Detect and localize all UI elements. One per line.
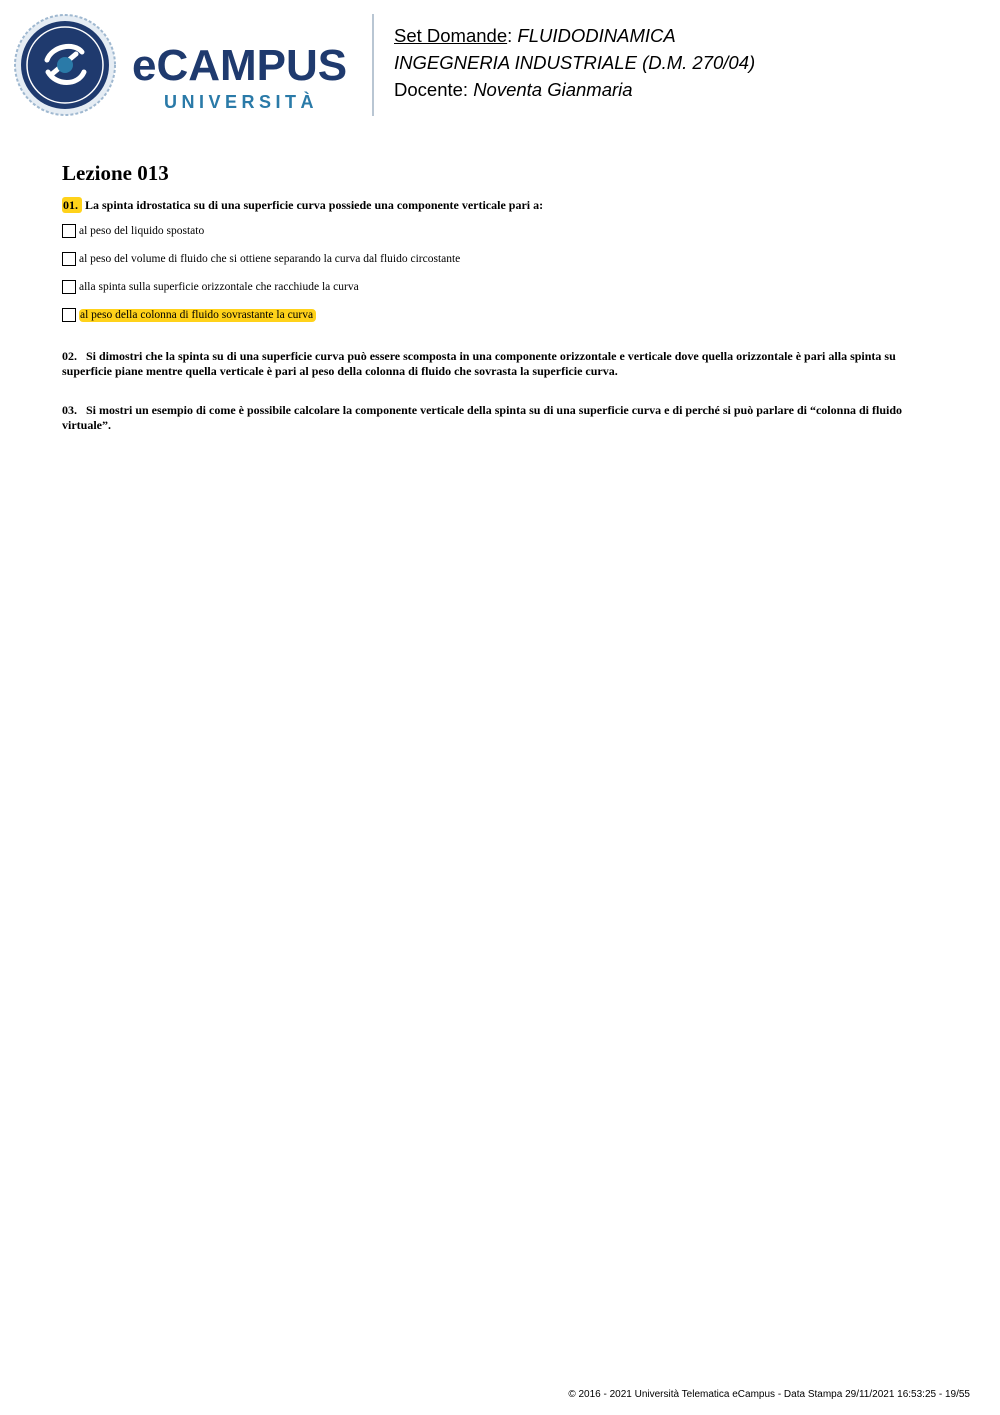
question-1-number: 01. [62, 197, 82, 213]
answer-text: al peso del liquido spostato [79, 225, 205, 237]
header-set-line [394, 22, 755, 49]
question-2-number: 02. [62, 349, 77, 363]
page-footer: © 2016 - 2021 Università Telematica eCampus - Data Stampa 29/11/2021 16:53:25 - 19/55 [568, 1389, 970, 1400]
ecampus-logo [14, 14, 359, 118]
set-label: Set Domande [394, 25, 508, 46]
answer-checkbox[interactable] [62, 252, 76, 266]
course-name: INGEGNERIA INDUSTRIALE (D.M. 270/04) [394, 52, 756, 73]
question-3 [62, 403, 932, 432]
answer-checkbox[interactable] [62, 224, 76, 238]
answer-text: alla spinta sulla superficie orizzontale che racchiude la curva [79, 281, 359, 293]
answer-text: al peso del volume di fluido che si ottiene separando la curva dal fluido circostante [79, 253, 461, 265]
set-separator: : [507, 25, 518, 46]
header-info [394, 22, 755, 103]
answer-option-1[interactable] [62, 224, 204, 238]
header-divider [372, 14, 374, 116]
question-2 [62, 349, 932, 378]
question-3-text: Si mostri un esempio di come è possibile calcolare la componente verticale della spinta su di una superficie curva e di perché si può parlare di “colonna di fluido virtuale”. [62, 403, 903, 432]
teacher-line [394, 76, 755, 103]
logo-brand-text: eCAMPUS [132, 41, 348, 90]
answer-option-4-correct[interactable] [62, 308, 316, 322]
subject-name: FLUIDODINAMICA [517, 25, 676, 46]
lesson-title: Lezione 013 [62, 161, 169, 185]
answer-checkbox[interactable] [62, 280, 76, 294]
question-2-text: Si dimostri che la spinta su di una superficie curva può essere scomposta in una componente orizzontale e verticale dove quella orizzontale è pari alla spinta su superficie piane mentre quella verticale è pari al peso della colonna di fluido che sovrasta la superficie curva. [62, 349, 896, 378]
answer-option-2[interactable] [62, 252, 460, 266]
question-1-text: La spinta idrostatica su di una superficie curva possiede una componente verticale pari a: [85, 198, 544, 212]
teacher-name: Noventa Gianmaria [473, 79, 633, 100]
question-3-number: 03. [62, 403, 77, 417]
teacher-label: Docente: [394, 79, 474, 100]
ecampus-logo-graphic [14, 14, 359, 118]
logo-sub-text: UNIVERSITÀ [164, 92, 319, 112]
answer-text-highlighted: al peso della colonna di fluido sovrastante la curva [79, 309, 316, 322]
answer-option-3[interactable] [62, 280, 359, 294]
answer-checkbox[interactable] [62, 308, 76, 322]
question-1 [62, 198, 543, 213]
